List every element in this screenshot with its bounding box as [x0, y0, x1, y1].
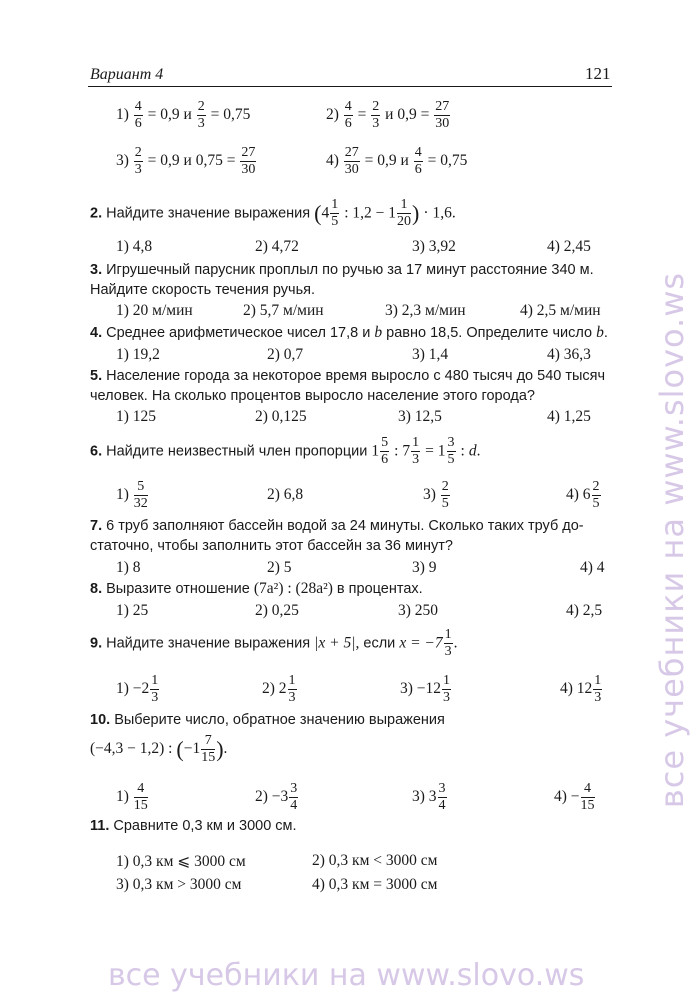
- q6-option-2: 2) 6,8: [267, 486, 304, 503]
- watermark-side: все учебники на www.slovo.ws: [653, 271, 691, 809]
- fraction: $\frac{7}{15}$: [201, 733, 216, 765]
- question-8: 8. Выразите отношение (7a²) : (28a²) в процентах.: [90, 580, 423, 597]
- fraction: $\frac{1}{20}$: [397, 197, 412, 229]
- fraction: $\frac{27}{30}$: [435, 99, 450, 131]
- question-10-expression: (−4,3 − 1,2) : (−1 $\frac{7}{15}$ ).: [90, 733, 228, 765]
- q8-option-3: 3) 250: [398, 602, 439, 619]
- fraction: $\frac{2}{5}$: [592, 479, 600, 511]
- watermark-bottom: все учебники на www.slovo.ws: [108, 958, 585, 993]
- question-4: 4. Среднее арифметическое чисел 17,8 и b равно 18,5. Определите число b.: [90, 324, 608, 341]
- question-5: 5. Население города за некоторое время выросло с 480 тысяч до 540 тысяч: [90, 368, 606, 384]
- fraction: $\frac{1}{3}$: [288, 673, 296, 705]
- q2-option-1: 1) 4,8: [116, 238, 153, 255]
- q7-option-1: 1) 8: [116, 559, 141, 576]
- question-2: 2. Найдите значение выражения (4 $\frac{1}{5}$ : 1,2 − 1 $\frac{1}{20}$ ) · 1,6.: [90, 197, 456, 229]
- fraction: $\frac{1}{3}$: [594, 673, 602, 705]
- q8-option-2: 2) 0,25: [255, 602, 299, 619]
- q9-option-4: 4) 12 $\frac{1}{3}$: [560, 673, 602, 705]
- question-10: 10. Выберите число, обратное значению выражения: [90, 712, 445, 728]
- fraction: $\frac{3}{5}$: [447, 435, 455, 467]
- fraction: $\frac{1}{3}$: [443, 673, 451, 705]
- q9-option-3: 3) −12 $\frac{1}{3}$: [400, 673, 451, 705]
- question-5-line2: человек. На сколько процентов выросло население этого города?: [90, 388, 535, 404]
- fraction: $\frac{1}{3}$: [444, 627, 452, 659]
- fraction: $\frac{4}{6}$: [134, 99, 142, 131]
- q5-option-1: 1) 125: [116, 408, 157, 425]
- q9-option-1: 1) −2 $\frac{1}{3}$: [116, 673, 159, 705]
- question-7: 7. 6 труб заполняют бассейн водой за 24 минуты. Сколько таких труб до-: [90, 518, 584, 534]
- q1-option-4: 4) $\frac{27}{30}$ = 0,9 и $\frac{4}{6}$ = 0,75: [326, 145, 468, 177]
- q4-option-3: 3) 1,4: [412, 346, 449, 363]
- fraction: $\frac{4}{15}$: [133, 781, 148, 813]
- fraction: $\frac{2}{5}$: [441, 479, 449, 511]
- header-rule: [88, 86, 612, 87]
- question-3: 3. Игрушечный парусник проплыл по ручью за 17 минут расстояние 340 м.: [90, 262, 594, 278]
- q7-option-2: 2) 5: [267, 559, 292, 576]
- q2-option-3: 3) 3,92: [412, 238, 456, 255]
- fraction: $\frac{3}{4}$: [438, 781, 446, 813]
- fraction: $\frac{2}{3}$: [372, 99, 380, 131]
- fraction: $\frac{1}{3}$: [151, 673, 159, 705]
- q4-option-2: 2) 0,7: [267, 346, 304, 363]
- fraction: $\frac{2}{3}$: [197, 99, 205, 131]
- q4-option-1: 1) 19,2: [116, 346, 160, 363]
- q8-option-4: 4) 2,5: [566, 602, 603, 619]
- q10-option-2: 2) −3 $\frac{3}{4}$: [255, 781, 298, 813]
- q6-option-4: 4) 6 $\frac{2}{5}$: [566, 479, 600, 511]
- q3-option-2: 2) 5,7 м/мин: [243, 302, 324, 319]
- q11-option-2: 2) 0,3 км < 3000 см: [312, 852, 438, 869]
- fraction: $\frac{1}{5}$: [331, 197, 339, 229]
- q7-option-3: 3) 9: [412, 559, 437, 576]
- question-6: 6. Найдите неизвестный член пропорции 1 $\frac{5}{6}$ : 7 $\frac{1}{3}$ = 1 $\frac{3}{5}$ : d.: [90, 435, 481, 467]
- q6-option-1: 1) $\frac{5}{32}$: [116, 479, 148, 511]
- q9-option-2: 2) 2 $\frac{1}{3}$: [262, 673, 296, 705]
- q10-option-1: 1) $\frac{4}{15}$: [116, 781, 148, 813]
- fraction: $\frac{4}{15}$: [580, 781, 595, 813]
- q1-option-2: 2) $\frac{4}{6}$ = $\frac{2}{3}$ и 0,9 = $\frac{27}{30}$: [326, 99, 450, 131]
- q3-option-3: 3) 2,3 м/мин: [385, 302, 466, 319]
- q10-option-3: 3) 3 $\frac{3}{4}$: [412, 781, 446, 813]
- q5-option-4: 4) 1,25: [547, 408, 591, 425]
- fraction: $\frac{1}{3}$: [412, 435, 420, 467]
- q11-option-3: 3) 0,3 км > 3000 см: [116, 876, 242, 893]
- question-9: 9. Найдите значение выражения |x + 5|, если x = −7 $\frac{1}{3}$ .: [90, 627, 458, 659]
- q2-option-2: 2) 4,72: [255, 238, 299, 255]
- q5-option-3: 3) 12,5: [398, 408, 442, 425]
- question-11: 11. Сравните 0,3 км и 3000 см.: [90, 818, 297, 834]
- fraction: $\frac{5}{6}$: [381, 435, 389, 467]
- q1-option-3: 3) $\frac{2}{3}$ = 0,9 и 0,75 = $\frac{27}{30}$: [116, 145, 256, 177]
- q3-option-4: 4) 2,5 м/мин: [520, 302, 601, 319]
- q11-option-4: 4) 0,3 км = 3000 см: [312, 876, 438, 893]
- fraction: $\frac{3}{4}$: [290, 781, 298, 813]
- q2-option-4: 4) 2,45: [547, 238, 591, 255]
- fraction: $\frac{2}{3}$: [134, 145, 142, 177]
- q11-option-1: 1) 0,3 км ⩽ 3000 см: [116, 853, 246, 870]
- q3-option-1: 1) 20 м/мин: [116, 302, 193, 319]
- q10-option-4: 4) − $\frac{4}{15}$: [554, 781, 595, 813]
- page-header-variant: Вариант 4: [90, 66, 164, 83]
- fraction: $\frac{5}{32}$: [133, 479, 148, 511]
- q5-option-2: 2) 0,125: [255, 408, 307, 425]
- question-3-line2: Найдите скорость течения ручья.: [90, 282, 315, 298]
- q6-option-3: 3) $\frac{2}{5}$: [423, 479, 449, 511]
- q7-option-4: 4) 4: [580, 559, 605, 576]
- fraction: $\frac{4}{6}$: [344, 99, 352, 131]
- q8-option-1: 1) 25: [116, 602, 149, 619]
- fraction: $\frac{4}{6}$: [414, 145, 422, 177]
- fraction: $\frac{27}{30}$: [241, 145, 256, 177]
- fraction: $\frac{27}{30}$: [344, 145, 359, 177]
- page-number: 121: [585, 64, 611, 83]
- q4-option-4: 4) 36,3: [547, 346, 591, 363]
- q1-option-1: 1) $\frac{4}{6}$ = 0,9 и $\frac{2}{3}$ = 0,75: [116, 99, 251, 131]
- question-7-line2: статочно, чтобы заполнить этот бассейн за 36 минут?: [90, 538, 453, 554]
